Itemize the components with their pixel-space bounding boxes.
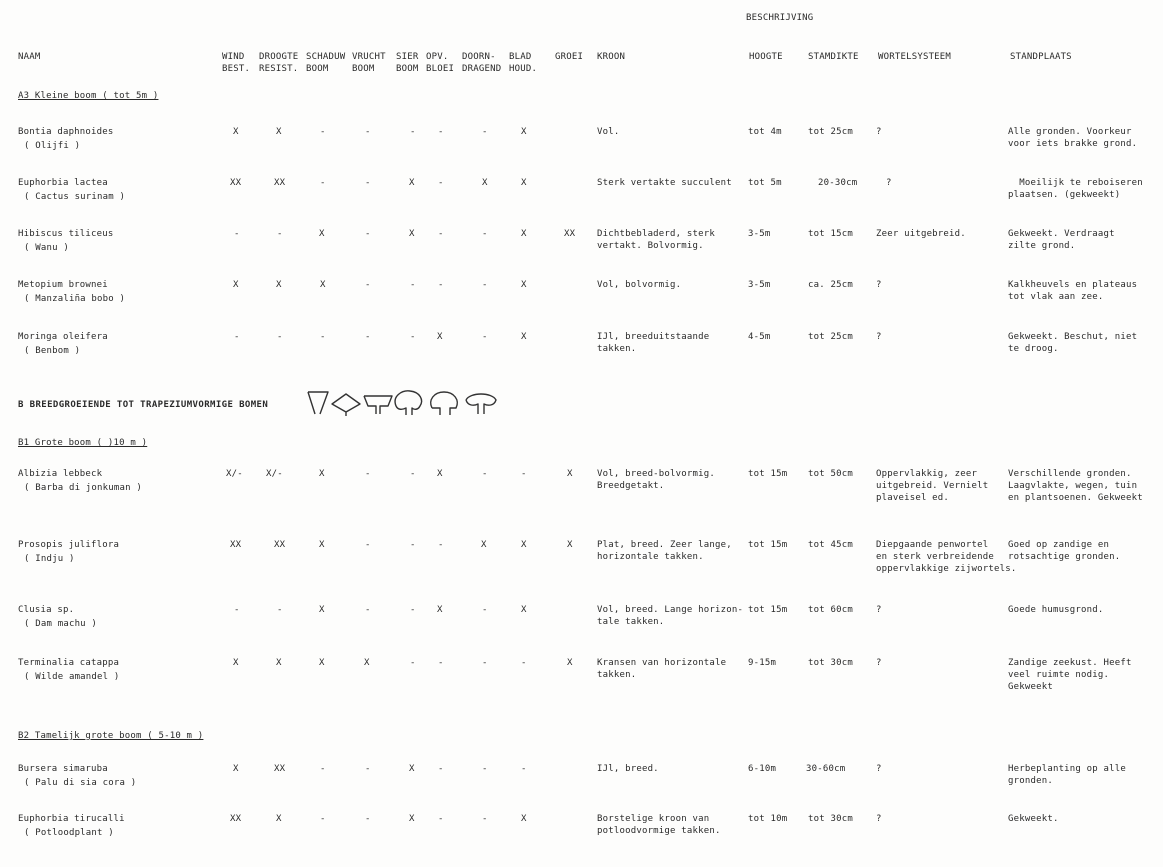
cell-schaduw: X (319, 658, 325, 668)
header-doorn-2: DRAGEND (462, 64, 502, 74)
cell-hoogte: 3-5m (748, 229, 771, 239)
species-local-name: ( Palu di sia cora ) (24, 778, 137, 788)
species-name: Moringa oleifera (18, 332, 108, 342)
cell-wind: XX (230, 814, 242, 824)
cell-hoogte: 3-5m (748, 280, 771, 290)
cell-kroon: Borstelige kroon van potloodvormige takken. (597, 814, 721, 836)
cell-wind: X (233, 127, 239, 137)
section-b-heading: B BREEDGROEIENDE TOT TRAPEZIUMVORMIGE BOMEN (18, 400, 269, 410)
species-name: Bursera simaruba (18, 764, 108, 774)
cell-vrucht: X (364, 658, 370, 668)
cell-kroon: Vol. (597, 127, 620, 137)
header-kroon: KROON (597, 52, 626, 62)
cell-opv: - (438, 229, 444, 239)
cell-stamdikte: tot 45cm (808, 540, 853, 550)
cell-hoogte: tot 5m (748, 178, 782, 188)
species-local-name: ( Benbom ) (24, 346, 81, 356)
cell-wind: XX (230, 178, 242, 188)
cell-stamdikte: tot 15cm (808, 229, 853, 239)
species-name: Clusia sp. (18, 605, 75, 615)
cell-wind: X (233, 764, 239, 774)
cell-wortelsysteem: ? (886, 178, 892, 188)
cell-blad: - (521, 658, 527, 668)
cell-doorn: - (482, 814, 488, 824)
cell-kroon: Vol, breed. Lange horizon- tale takken. (597, 605, 744, 627)
cell-droogte: - (277, 229, 283, 239)
header-stamdikte: STAMDIKTE (808, 52, 859, 62)
cell-doorn: - (482, 280, 488, 290)
species-local-name: ( Indju ) (24, 554, 75, 564)
species-local-name: ( Dam machu ) (24, 619, 98, 629)
cell-standplaats: Herbeplanting op alle gronden. (1008, 764, 1126, 786)
cell-stamdikte: tot 30cm (808, 658, 853, 668)
header-opv-1: OPV. (426, 52, 449, 62)
cell-doorn: - (482, 127, 488, 137)
cell-blad: X (521, 814, 527, 824)
cell-standplaats: Moeilijk te reboiseren plaatsen. (gekweekt) (1008, 178, 1143, 200)
header-hoogte: HOOGTE (749, 52, 783, 62)
species-local-name: ( Olijfi ) (24, 141, 81, 151)
cell-schaduw: - (320, 178, 326, 188)
species-local-name: ( Cactus surinam ) (24, 192, 126, 202)
cell-opv: - (438, 280, 444, 290)
cell-doorn: - (482, 764, 488, 774)
section-a3-heading: A3 Kleine boom ( tot 5m ) (18, 91, 159, 101)
cell-droogte: XX (274, 540, 286, 550)
cell-stamdikte: tot 25cm (808, 332, 853, 342)
cell-blad: X (521, 605, 527, 615)
cell-sier: X (409, 178, 415, 188)
header-wortelsysteem: WORTELSYSTEEM (878, 52, 952, 62)
header-droogte-2: RESIST. (259, 64, 299, 74)
cell-doorn: - (482, 605, 488, 615)
cell-opv: - (438, 658, 444, 668)
species-name: Prosopis juliflora (18, 540, 120, 550)
cell-hoogte: tot 15m (748, 605, 788, 615)
species-local-name: ( Wilde amandel ) (24, 672, 120, 682)
cell-wortelsysteem: ? (876, 658, 882, 668)
species-name: Metopium brownei (18, 280, 108, 290)
species-local-name: ( Barba di jonkuman ) (24, 483, 142, 493)
cell-wortelsysteem: ? (876, 764, 882, 774)
cell-doorn: - (482, 658, 488, 668)
cell-wind: - (234, 229, 240, 239)
cell-groei: XX (564, 229, 576, 239)
cell-droogte: X (276, 127, 282, 137)
cell-opv: - (438, 814, 444, 824)
section-b1-heading: B1 Grote boom ( )10 m ) (18, 438, 148, 448)
cell-sier: - (410, 127, 416, 137)
header-vrucht-2: BOOM (352, 64, 375, 74)
cell-droogte: XX (274, 178, 286, 188)
cell-droogte: X (276, 658, 282, 668)
cell-droogte: XX (274, 764, 286, 774)
header-sier-2: BOOM (396, 64, 419, 74)
cell-vrucht: - (365, 605, 371, 615)
cell-wortelsysteem: Zeer uitgebreid. (876, 229, 966, 239)
cell-kroon: Kransen van horizontale takken. (597, 658, 727, 680)
cell-stamdikte: tot 30cm (808, 814, 853, 824)
cell-schaduw: - (320, 127, 326, 137)
cell-stamdikte: tot 50cm (808, 469, 853, 479)
cell-schaduw: - (320, 814, 326, 824)
cell-schaduw: X (319, 469, 325, 479)
species-name: Terminalia catappa (18, 658, 120, 668)
cell-kroon: IJl, breed. (597, 764, 659, 774)
cell-hoogte: tot 15m (748, 469, 788, 479)
cell-wortelsysteem: Diepgaande penwortel en sterk verbreidende oppervlakkige zijwortels. (876, 540, 1017, 574)
cell-opv: - (438, 127, 444, 137)
cell-vrucht: - (365, 127, 371, 137)
header-droogte-1: DROOGTE (259, 52, 299, 62)
cell-doorn: - (482, 469, 488, 479)
cell-vrucht: - (365, 178, 371, 188)
cell-doorn: X (481, 540, 487, 550)
cell-groei: X (567, 540, 573, 550)
cell-schaduw: X (319, 605, 325, 615)
cell-wortelsysteem: ? (876, 127, 882, 137)
cell-blad: X (521, 540, 527, 550)
species-name: Albizia lebbeck (18, 469, 103, 479)
cell-sier: X (409, 764, 415, 774)
cell-wind: X (233, 280, 239, 290)
cell-blad: - (521, 469, 527, 479)
species-name: Euphorbia lactea (18, 178, 108, 188)
cell-standplaats: Gekweekt. (1008, 814, 1059, 824)
cell-standplaats: Alle gronden. Voorkeur voor iets brakke grond. (1008, 127, 1138, 149)
cell-blad: - (521, 764, 527, 774)
cell-sier: - (410, 280, 416, 290)
cell-wind: XX (230, 540, 242, 550)
species-local-name: ( Wanu ) (24, 243, 69, 253)
cell-schaduw: - (320, 764, 326, 774)
cell-vrucht: - (365, 764, 371, 774)
cell-blad: X (521, 280, 527, 290)
cell-kroon: IJl, breeduitstaande takken. (597, 332, 710, 354)
header-wind-2: BEST. (222, 64, 251, 74)
cell-hoogte: tot 10m (748, 814, 788, 824)
cell-wind: X/- (226, 469, 243, 479)
cell-vrucht: - (365, 814, 371, 824)
section-b2-heading: B2 Tamelijk grote boom ( 5-10 m ) (18, 731, 204, 741)
cell-standplaats: Zandige zeekust. Heeft veel ruimte nodig. Gekweekt (1008, 658, 1132, 692)
round-crown-icon (395, 391, 421, 415)
cell-kroon: Vol, bolvormig. (597, 280, 682, 290)
cell-stamdikte: 20-30cm (818, 178, 858, 188)
header-opv-2: BLOEI (426, 64, 455, 74)
cell-sier: - (410, 332, 416, 342)
cell-blad: X (521, 229, 527, 239)
cell-vrucht: - (365, 229, 371, 239)
cell-sier: - (410, 540, 416, 550)
cell-blad: X (521, 178, 527, 188)
header-sier-1: SIER (396, 52, 419, 62)
cell-wind: - (234, 605, 240, 615)
cell-standplaats: Kalkheuvels en plateaus tot vlak aan zee. (1008, 280, 1138, 302)
cell-droogte: X/- (266, 469, 283, 479)
flat-wide-crown-icon (364, 396, 392, 414)
cell-hoogte: 6-10m (748, 764, 777, 774)
cell-standplaats: Gekweekt. Verdraagt zilte grond. (1008, 229, 1115, 251)
crown-shape-icons (306, 388, 512, 420)
cell-opv: X (437, 469, 443, 479)
cell-standplaats: Gekweekt. Beschut, niet te droog. (1008, 332, 1138, 354)
cell-vrucht: - (365, 469, 371, 479)
cell-wortelsysteem: ? (876, 605, 882, 615)
header-blad-1: BLAD (509, 52, 532, 62)
cell-hoogte: 4-5m (748, 332, 771, 342)
cell-stamdikte: 30-60cm (806, 764, 846, 774)
cell-standplaats: Goed op zandige en rotsachtige gronden. (1008, 540, 1121, 562)
species-name: Hibiscus tiliceus (18, 229, 114, 239)
header-beschrijving: BESCHRIJVING (746, 13, 814, 23)
cell-kroon: Plat, breed. Zeer lange, horizontale takken. (597, 540, 732, 562)
species-local-name: ( Manzaliña bobo ) (24, 294, 126, 304)
cell-sier: X (409, 229, 415, 239)
cell-schaduw: - (320, 332, 326, 342)
cell-kroon: Sterk vertakte succulent (597, 178, 732, 188)
cell-sier: - (410, 605, 416, 615)
cell-droogte: - (277, 605, 283, 615)
header-vrucht-1: VRUCHT (352, 52, 386, 62)
cell-blad: X (521, 332, 527, 342)
diamond-crown-icon (332, 394, 360, 416)
header-schaduw-1: SCHADUW (306, 52, 346, 62)
cell-blad: X (521, 127, 527, 137)
cell-doorn: - (482, 229, 488, 239)
header-standplaats: STANDPLAATS (1010, 52, 1072, 62)
cell-wortelsysteem: Oppervlakkig, zeer uitgebreid. Vernielt plaveisel ed. (876, 469, 989, 503)
cell-kroon: Dichtbebladerd, sterk vertakt. Bolvormig. (597, 229, 715, 251)
cell-stamdikte: tot 60cm (808, 605, 853, 615)
cell-kroon: Vol, breed-bolvormig. Breedgetakt. (597, 469, 715, 491)
cell-wortelsysteem: ? (876, 280, 882, 290)
cell-wind: X (233, 658, 239, 668)
header-wind-1: WIND (222, 52, 245, 62)
cell-schaduw: X (320, 280, 326, 290)
cell-doorn: - (482, 332, 488, 342)
header-doorn-1: DOORN- (462, 52, 496, 62)
cell-standplaats: Goede humusgrond. (1008, 605, 1104, 615)
cell-opv: X (437, 332, 443, 342)
cell-droogte: X (276, 814, 282, 824)
header-blad-2: HOUD. (509, 64, 538, 74)
cell-groei: X (567, 469, 573, 479)
cell-sier: - (410, 469, 416, 479)
cell-sier: - (410, 658, 416, 668)
header-schaduw-2: BOOM (306, 64, 329, 74)
cell-vrucht: - (365, 280, 371, 290)
half-round-crown-icon (431, 392, 458, 415)
species-local-name: ( Potloodplant ) (24, 828, 114, 838)
header-groei: GROEI (555, 52, 584, 62)
cell-groei: X (567, 658, 573, 668)
cell-hoogte: tot 4m (748, 127, 782, 137)
cell-hoogte: 9-15m (748, 658, 777, 668)
cell-stamdikte: tot 25cm (808, 127, 853, 137)
cell-droogte: X (276, 280, 282, 290)
umbrella-crown-icon (466, 394, 496, 414)
cell-doorn: X (482, 178, 488, 188)
cell-wind: - (234, 332, 240, 342)
cell-schaduw: X (319, 540, 325, 550)
cell-opv: X (437, 605, 443, 615)
cell-wortelsysteem: ? (876, 332, 882, 342)
cell-droogte: - (277, 332, 283, 342)
trapezium-open-crown-icon (308, 392, 328, 414)
cell-wortelsysteem: ? (876, 814, 882, 824)
cell-hoogte: tot 15m (748, 540, 788, 550)
cell-opv: - (438, 764, 444, 774)
cell-vrucht: - (365, 332, 371, 342)
cell-opv: - (438, 178, 444, 188)
cell-sier: X (409, 814, 415, 824)
cell-schaduw: X (319, 229, 325, 239)
cell-standplaats: Verschillende gronden. Laagvlakte, wegen, tuin en plantsoenen. Gekweekt (1008, 469, 1143, 503)
cell-vrucht: - (365, 540, 371, 550)
species-name: Euphorbia tirucalli (18, 814, 125, 824)
species-name: Bontia daphnoides (18, 127, 114, 137)
cell-opv: - (438, 540, 444, 550)
header-naam: NAAM (18, 52, 41, 62)
cell-stamdikte: ca. 25cm (808, 280, 853, 290)
